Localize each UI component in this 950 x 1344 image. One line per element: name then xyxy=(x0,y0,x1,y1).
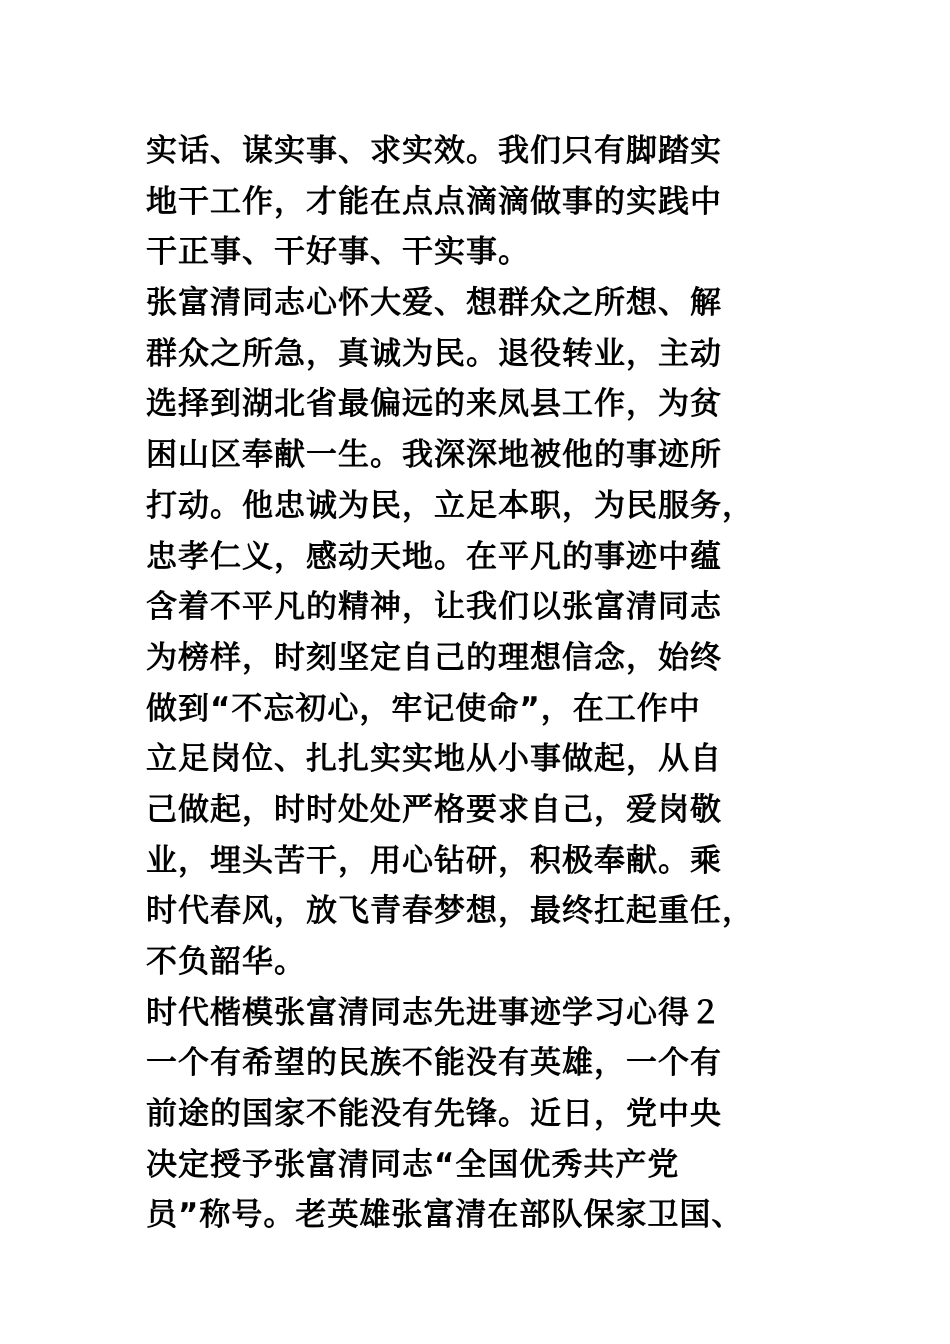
text-line: 群众之所急，真诚为民。退役转业，主动 xyxy=(146,335,722,372)
text-line: 实话、谋实事、求实效。我们只有脚踏实 xyxy=(146,133,722,169)
text-line: 立足岗位、扎扎实实地从小事做起，从自 xyxy=(146,741,722,778)
text-line: 时代春风，放飞青春梦想，最终扛起重任， xyxy=(146,893,754,930)
text-line: 困山区奉献一生。我深深地被他的事迹所 xyxy=(146,437,722,474)
text-line: 做到“不忘初心，牢记使命”，在工作中 xyxy=(146,690,701,727)
text-line: 前途的国家不能没有先锋。近日，党中央 xyxy=(146,1096,722,1133)
text-line: 决定授予张富清同志“全国优秀共产党 xyxy=(146,1146,680,1183)
text-line: 含着不平凡的精神，让我们以张富清同志 xyxy=(146,589,722,626)
text-line: 干正事、干好事、干实事。 xyxy=(146,234,530,271)
text-line: 忠孝仁义，感动天地。在平凡的事迹中蕴 xyxy=(146,538,722,575)
body-text xyxy=(146,126,806,1241)
text-line: 业，埋头苦干，用心钻研，积极奉献。乘 xyxy=(146,842,722,879)
text-line: 为榜样，时刻坚定自己的理想信念，始终 xyxy=(146,639,722,676)
text-line: 己做起，时时处处严格要求自己，爱岗敬 xyxy=(146,791,722,828)
text-line: 打动。他忠诚为民，立足本职，为民服务， xyxy=(146,487,754,524)
section-title: 时代楷模张富清同志先进事迹学习心得２ xyxy=(146,994,722,1031)
text-line: 不负韶华。 xyxy=(146,944,306,980)
text-line: 选择到湖北省最偏远的来凤县工作，为贫 xyxy=(146,386,722,423)
text-line: 员”称号。老英雄张富清在部队保家卫国、 xyxy=(146,1197,744,1234)
text-line: 张富清同志心怀大爱、想群众之所想、解 xyxy=(146,285,722,322)
text-line: 一个有希望的民族不能没有英雄，一个有 xyxy=(146,1045,722,1082)
text-line: 地干工作，才能在点点滴滴做事的实践中 xyxy=(146,183,722,220)
